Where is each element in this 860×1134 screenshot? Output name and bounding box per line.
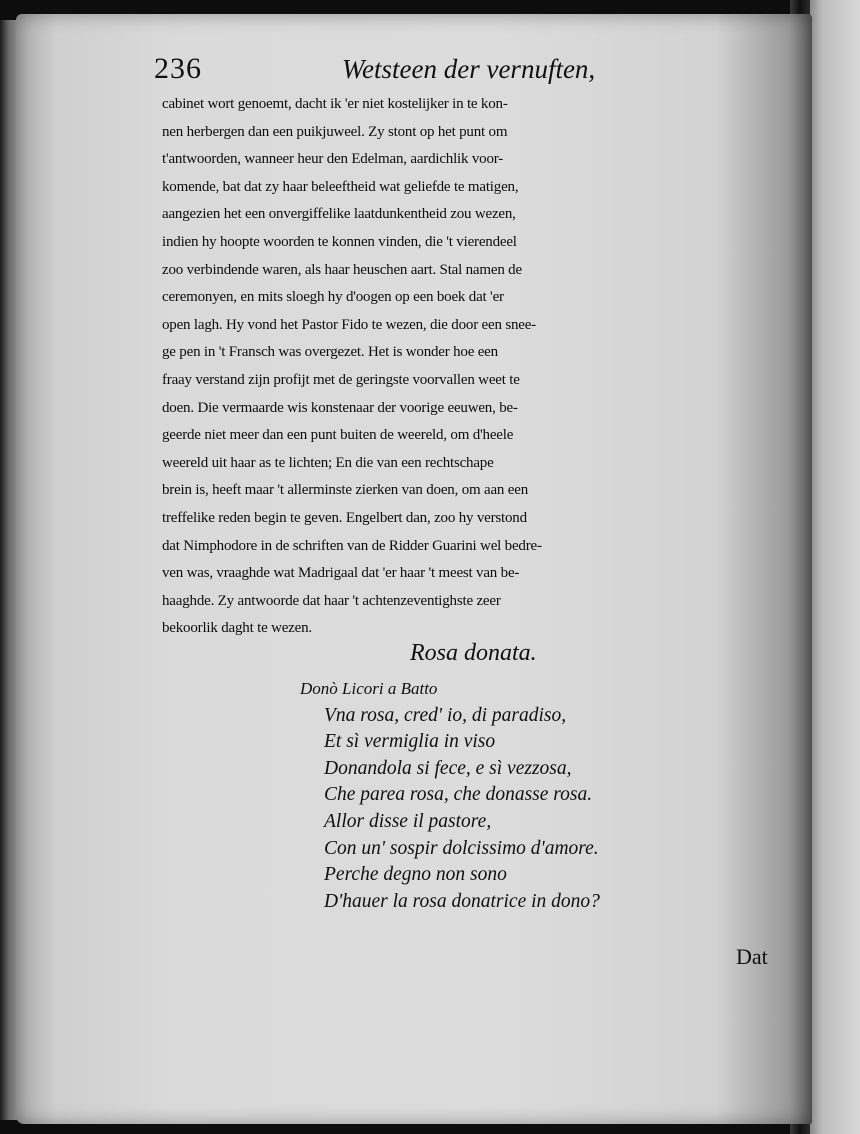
catchword: Dat <box>736 944 768 969</box>
verse-line: Con un' sospir dolcissimo d'amore. <box>324 837 599 859</box>
text-line: geerde niet meer dan een punt buiten de weereld, om d'heele <box>162 427 514 444</box>
page-number: 236 <box>154 52 202 85</box>
text-line: treffelike reden begin te geven. Engelbert dan, zoo hy verstond <box>162 509 527 526</box>
text-line: indien hy hoopte woorden te konnen vinden, die 't vierendeel <box>162 233 517 250</box>
text-line: ge pen in 't Fransch was overgezet. Het is wonder hoe een <box>162 344 498 361</box>
verse-line: Allor disse il pastore, <box>324 810 492 832</box>
text-line: ceremonyen, en mits sloegh hy d'oogen op een boek dat 'er <box>162 289 504 306</box>
text-line: doen. Die vermaarde wis konstenaar der voorige eeuwen, be- <box>162 399 518 416</box>
verse-line: Vna rosa, cred' io, di paradiso, <box>324 704 567 726</box>
text-line: bekoorlik daght te wezen. <box>162 620 312 637</box>
text-line: fraay verstand zijn profijt met de geringste voorvallen weet te <box>162 371 520 388</box>
text-line: dat Nimphodore in de schriften van de Ridder Guarini wel bedre- <box>162 537 542 554</box>
text-line: weereld uit haar as te lichten; En die van een rechtschape <box>162 454 494 471</box>
text-line: t'antwoorden, wanneer heur den Edelman, aardichlik voor- <box>162 151 504 168</box>
text-line: nen herbergen dan een puikjuweel. Zy stont op het punt om <box>162 123 508 140</box>
text-line: aangezien het een onvergiffelike laatdunkentheid zou wezen, <box>162 206 516 223</box>
text-line: haaghde. Zy antwoorde dat haar 't achtenzeventighste zeer <box>162 592 501 609</box>
poem-verses <box>300 676 600 915</box>
verse-line: Et sì vermiglia in viso <box>324 731 496 753</box>
body-paragraph <box>162 91 792 643</box>
verse-line: D'hauer la rosa donatrice in dono? <box>324 890 600 912</box>
verse-line: Perche degno non sono <box>324 864 507 886</box>
text-line: komende, bat dat zy haar beleeftheid wat geliefde te matigen, <box>162 178 519 195</box>
verse-line: Che parea rosa, che donasse rosa. <box>324 784 593 806</box>
text-line: brein is, heeft maar 't allerminste zierken van doen, om aan een <box>162 482 528 499</box>
running-head: Wetsteen der vernuften, <box>342 54 596 84</box>
poem-title: Rosa donata. <box>410 640 537 666</box>
verse-line: Donandola si fece, e sì vezzosa, <box>324 757 572 779</box>
verse-line: Donò Licori a Batto <box>300 679 438 698</box>
text-line: cabinet wort genoemt, dacht ik 'er niet kostelijker in te kon- <box>162 96 508 112</box>
facing-page-edge <box>806 0 860 1134</box>
text-line: open lagh. Hy vond het Pastor Fido te wezen, die door een snee- <box>162 316 536 333</box>
text-line: zoo verbindende waren, als haar heuschen aart. Stal namen de <box>162 261 522 278</box>
text-line: ven was, vraaghde wat Madrigaal dat 'er haar 't meest van be- <box>162 565 520 582</box>
page-header <box>150 48 770 88</box>
